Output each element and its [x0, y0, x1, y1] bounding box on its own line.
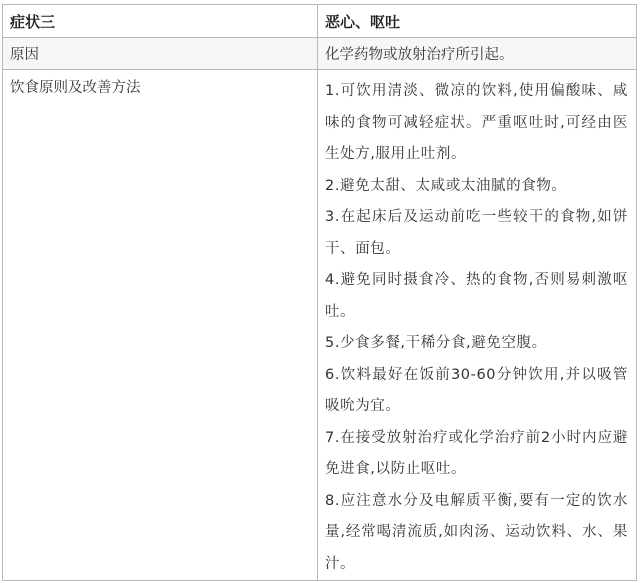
table-row — [3, 70, 637, 581]
advice-list — [325, 76, 628, 580]
cause-label-cell: 原因 — [3, 38, 318, 70]
list-item: 3.在起床后及运动前吃一些较干的食物,如饼干、面包。 — [325, 209, 628, 257]
list-item: 7.在接受放射治疗或化学治疗前2小时内应避免进食,以防止呕吐。 — [325, 429, 628, 477]
list-item: 2.避免太甜、太咸或太油腻的食物。 — [325, 177, 567, 194]
cause-value-cell: 化学药物或放射治疗所引起。 — [318, 38, 637, 70]
diet-advice-cell — [318, 70, 637, 581]
list-item: 6.饮料最好在饭前30-60分钟饮用,并以吸管吸吮为宜。 — [325, 366, 628, 414]
list-item: 8.应注意水分及电解质平衡,要有一定的饮水量,经常喝清流质,如肉汤、运动饮料、水、果汁。 — [325, 492, 628, 572]
table-header-row — [3, 5, 637, 38]
list-item: 4.避免同时摄食冷、热的食物,否则易刺激呕吐。 — [325, 272, 628, 320]
diet-label-cell: 饮食原则及改善方法 — [3, 70, 318, 581]
list-item: 1.可饮用清淡、微凉的饮料,使用偏酸味、咸味的食物可减轻症状。严重呕吐时,可经由医生处方,服用止吐剂。 — [325, 83, 628, 162]
list-item: 5.少食多餐,干稀分食,避免空腹。 — [325, 335, 547, 351]
header-symptom-cell: 症状三 — [3, 5, 318, 38]
symptom-table — [2, 4, 637, 581]
table-row — [3, 38, 637, 70]
header-symptom-name-cell: 恶心、呕吐 — [318, 5, 637, 38]
